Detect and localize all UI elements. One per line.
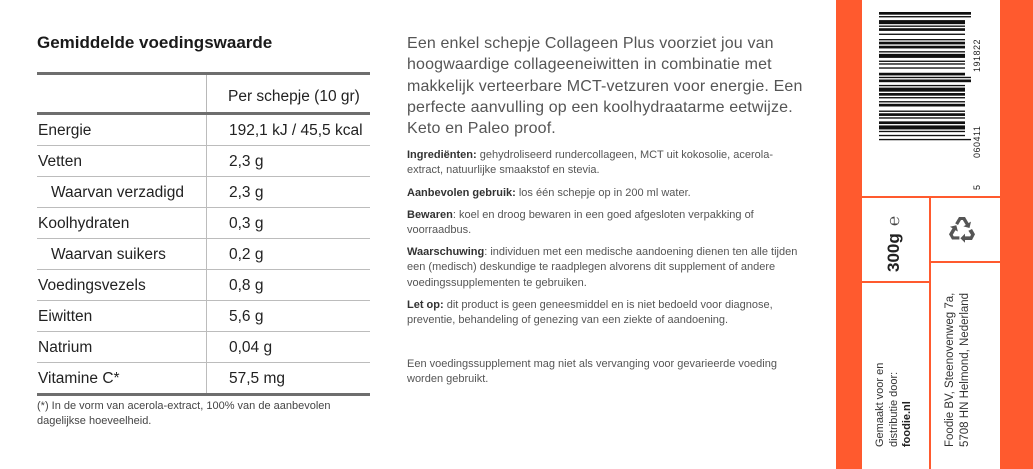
table-row [37,332,370,363]
table-header-row [37,75,370,112]
barcode-digits: 060411 [972,125,982,158]
panel-divider [930,261,1000,263]
table-row [37,270,370,301]
nutrient-value: 0,8 g [229,277,264,294]
storage-label: Bewaren [407,209,453,221]
barcode [879,12,971,177]
nutrient-name: Eiwitten [38,308,93,325]
table-bottom-rule [37,393,370,396]
panel-divider [862,281,930,283]
address-line1: Foodie BV, Steenovenweg 7a, [944,292,956,447]
ingredients-label: Ingrediënten: [407,149,477,161]
nutrient-value: 2,3 g [229,184,264,201]
usage-paragraph [407,186,807,201]
made-for-line1: Gemaakt voor en [874,362,886,447]
address-line2: 5708 HN Helmond, Nederland [958,292,971,447]
accent-stripe-left [836,0,862,469]
table-row [37,239,370,270]
company-address [943,293,972,447]
product-intro: Een enkel schepje Collageen Plus voorziet jou van hoogwaardige collageeneiwitten in combinatie met makkelijk verteerbare MCT-vetzuren voor energie. Een perfecte aanvulling op een koolhydraatarme eetwijze. Keto en Paleo proof. [407,35,803,138]
nutrient-value: 57,5 mg [229,370,286,387]
nutrient-value: 5,6 g [229,308,264,325]
ingredients-paragraph [407,148,807,179]
warning-text: : individuen met een medische aandoening dienen ten alle tijden een (medisch) deskundige te raadplegen alvorens dit supplement of andere voedingssupplementen te gebruiken. [407,246,798,289]
usage-label: Aanbevolen gebruik: [407,187,516,199]
nutrient-name: Vetten [38,153,82,170]
table-row [37,146,370,177]
recycle-icon [947,214,977,244]
barcode-digits: 5 [972,184,982,190]
supplement-note: Een voedingssupplement mag niet als vervanging voor gevarieerde voeding worden gebruikt. [407,358,777,386]
nutrient-name: Natrium [38,339,93,356]
nutrient-value: 192,1 kJ / 45,5 kcal [229,122,363,139]
ingredients-text: gehydroliseerd rundercollageen, MCT uit kokosolie, acerola-extract, natuurlijke smaakstof en stevia. [407,149,774,177]
nutrient-name: Waarvan suikers [51,246,166,263]
note-paragraph [407,298,807,329]
nutrition-table [37,72,370,396]
table-body [37,115,370,393]
panel-divider [929,196,931,469]
nutrient-name: Energie [38,122,92,139]
nutrient-name: Vitamine C* [38,370,120,387]
nutrition-title: Gemiddelde voedingswaarde [37,33,273,52]
table-row [37,208,370,239]
table-row [37,363,370,393]
table-row [37,301,370,332]
made-for-line2: distributie door: [887,371,900,447]
nutrient-name: Koolhydraten [38,215,130,232]
panel-divider [862,196,1000,198]
made-for-text [874,363,915,447]
nutrient-name: Voedingsvezels [38,277,146,294]
barcode-digits: 191822 [972,38,982,72]
column-header: Per schepje (10 gr) [228,88,360,105]
table-row [37,115,370,146]
nutrient-value: 0,04 g [229,339,273,356]
e-mark-icon: ℮ [884,215,903,226]
nutrient-value: 0,2 g [229,246,264,263]
table-row [37,177,370,208]
accent-stripe-right [1000,0,1033,469]
note-label: Let op: [407,299,444,311]
warning-label: Waarschuwing [407,246,485,258]
nutrient-value: 2,3 g [229,153,264,170]
brand-name: foodie.nl [901,401,913,447]
note-text: dit product is geen geneesmiddel en is niet bedoeld voor diagnose, preventie, behandeling of genezing van een ziekte of aandoening. [407,299,773,327]
nutrient-value: 0,3 g [229,215,264,232]
usage-text: los één schepje op in 200 ml water. [515,187,691,199]
storage-paragraph [407,208,807,239]
net-weight: 300g [884,233,903,272]
nutrient-name: Waarvan verzadigd [51,184,184,201]
storage-text: : koel en droog bewaren in een goed afgesloten verpakking of voorraadbus. [407,209,754,237]
warning-paragraph [407,245,807,291]
nutrition-footnote: (*) In de vorm van acerola-extract, 100% van de aanbevolen dagelijkse hoeveelheid. [37,400,331,427]
